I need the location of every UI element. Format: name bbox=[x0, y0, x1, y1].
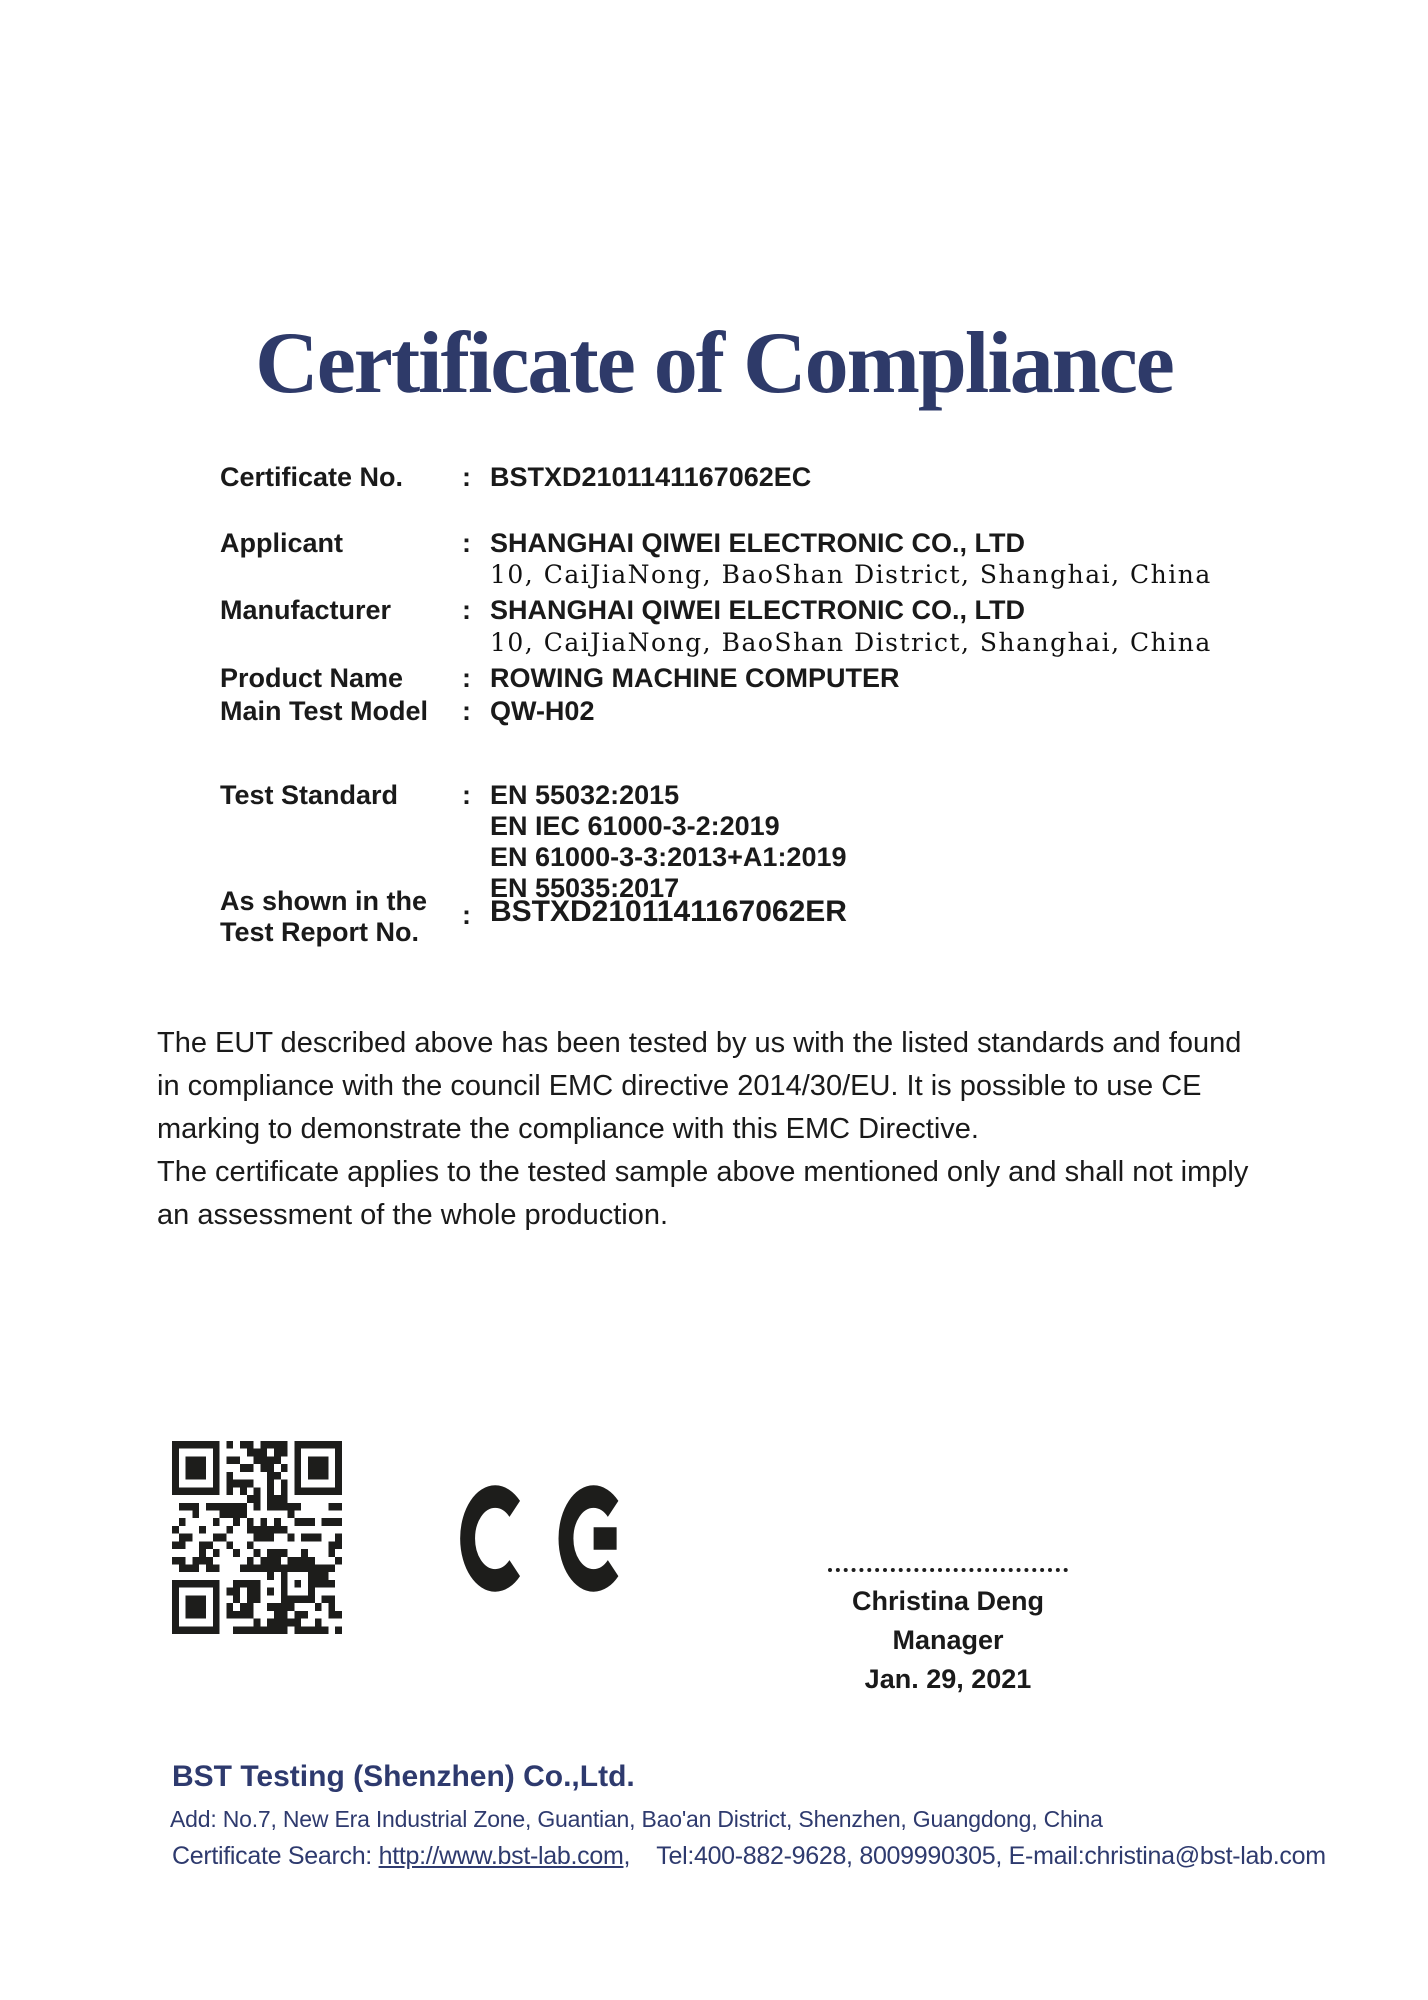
main-test-model-value: QW-H02 bbox=[490, 696, 595, 726]
test-standard-line: EN 61000-3-3:2013+A1:2019 bbox=[490, 842, 847, 872]
test-report-value: BSTXD2101141167062ER bbox=[490, 895, 847, 928]
detail-row-certificate-no bbox=[220, 462, 811, 493]
contact-details: , Tel:400-882-9628, 8009990305, E-mail:christina@bst-lab.com bbox=[623, 1842, 1326, 1870]
main-test-model-label: Main Test Model bbox=[220, 696, 429, 726]
qr-code bbox=[172, 1441, 342, 1634]
lab-company-name: BST Testing (Shenzhen) Co.,Ltd. bbox=[172, 1760, 635, 1793]
colon-separator: : bbox=[462, 528, 471, 558]
manufacturer-value: SHANGHAI QIWEI ELECTRONIC CO., LTD bbox=[490, 595, 1025, 625]
signer-role: Manager bbox=[892, 1625, 1004, 1655]
colon-separator: : bbox=[462, 900, 471, 930]
lab-address: Add: No.7, New Era Industrial Zone, Guantian, Bao'an District, Shenzhen, Guangdong, China bbox=[170, 1806, 1103, 1832]
test-report-label bbox=[220, 886, 462, 948]
colon-separator: : bbox=[462, 595, 471, 625]
certificate-search-label: Certificate Search: bbox=[172, 1842, 379, 1870]
certificate-search-line bbox=[172, 1842, 1326, 1871]
statement-paragraph bbox=[157, 1022, 1317, 1237]
test-standard-line: EN IEC 61000-3-2:2019 bbox=[490, 811, 780, 841]
applicant-label: Applicant bbox=[220, 528, 344, 558]
detail-row-main-test-model bbox=[220, 696, 594, 727]
test-report-label-line2: Test Report No. bbox=[220, 917, 420, 947]
page-title: Certificate of Compliance bbox=[255, 315, 1173, 412]
colon-separator: : bbox=[462, 780, 471, 810]
test-standard-line: EN 55032:2015 bbox=[490, 780, 680, 810]
statement-line: in compliance with the council EMC directive 2014/30/EU. It is possible to use CE bbox=[157, 1070, 1202, 1102]
colon-separator: : bbox=[462, 462, 471, 492]
detail-row-applicant bbox=[220, 528, 1025, 559]
certificate-no-value: BSTXD2101141167062EC bbox=[490, 462, 812, 492]
test-standard-label: Test Standard bbox=[220, 780, 399, 810]
test-standard-line: EN 55035:2017 bbox=[490, 873, 680, 903]
detail-row-test-report bbox=[220, 886, 847, 948]
product-name-label: Product Name bbox=[220, 663, 404, 693]
test-report-label-line1: As shown in the bbox=[220, 886, 428, 916]
applicant-address: 10, CaiJiaNong, BaoShan District, Shanghai, China bbox=[490, 560, 1212, 589]
statement-line: The EUT described above has been tested by us with the listed standards and found bbox=[157, 1027, 1242, 1059]
certificate-search-link[interactable]: http://www.bst-lab.com bbox=[378, 1842, 624, 1870]
signature-block bbox=[820, 1568, 1076, 1699]
detail-row-product-name bbox=[220, 663, 899, 694]
colon-separator: : bbox=[462, 663, 471, 693]
signer-name: Christina Deng bbox=[851, 1586, 1045, 1616]
manufacturer-label: Manufacturer bbox=[220, 595, 392, 625]
detail-row-manufacturer bbox=[220, 595, 1025, 626]
statement-line: an assessment of the whole production. bbox=[157, 1199, 669, 1231]
statement-line: marking to demonstrate the compliance with this EMC Directive. bbox=[157, 1113, 979, 1145]
applicant-value: SHANGHAI QIWEI ELECTRONIC CO., LTD bbox=[490, 528, 1025, 558]
ce-marking-icon bbox=[458, 1472, 621, 1605]
statement-line: The certificate applies to the tested sample above mentioned only and shall not imply bbox=[157, 1156, 1249, 1188]
colon-separator: : bbox=[462, 696, 471, 726]
certificate-no-label: Certificate No. bbox=[220, 462, 404, 492]
product-name-value: ROWING MACHINE COMPUTER bbox=[490, 663, 900, 693]
signature-dotted-line bbox=[828, 1568, 1068, 1572]
manufacturer-address: 10, CaiJiaNong, BaoShan District, Shanghai, China bbox=[490, 628, 1212, 657]
signature-date: Jan. 29, 2021 bbox=[864, 1664, 1032, 1694]
